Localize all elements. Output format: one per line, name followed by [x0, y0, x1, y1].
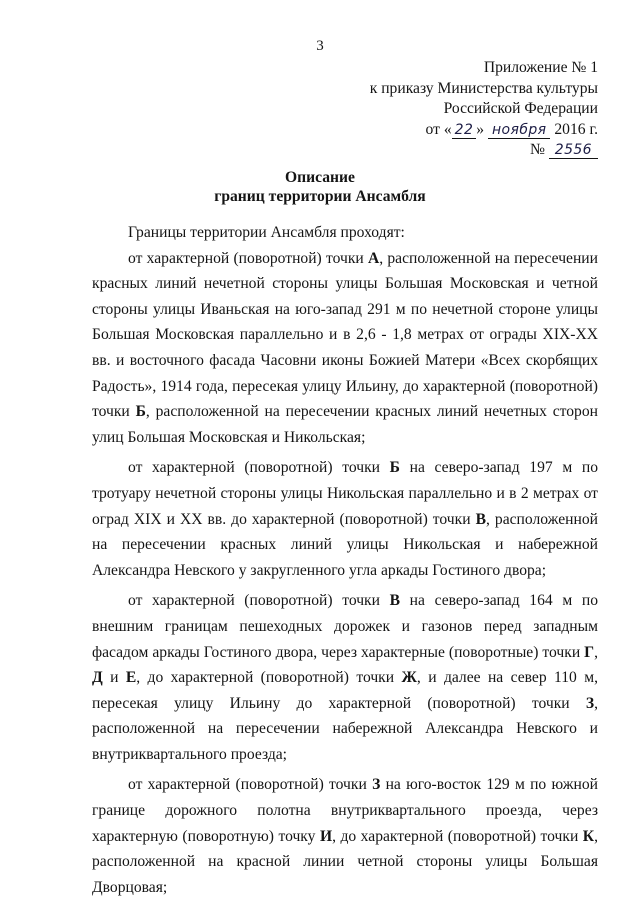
title-line-1: Описание: [285, 169, 355, 186]
text-run: , до характерной (поворотной) точки: [136, 669, 402, 687]
point-label-z: З: [372, 776, 381, 794]
annex-number-line: [370, 140, 598, 161]
text-run: от характерной (поворотной) точки: [128, 592, 390, 610]
text-run: , до характерной (поворотной) точки: [332, 827, 583, 845]
text-run: , расположенной на пересечении красных линий нечетной стороны улицы Большая Московская и четной стороны улицы Иваньская на юго-запад 291 м по нечетной стороне улицы Большая Московская параллельно и в 2,6 - 1,8 метрах от ограды XIX-XX вв. и восточного фасада Часовни иконы Божией Матери «Всех скорбящих Радость», 1914 года, пересекая улицу Ильину, до характерной (поворотной) точки: [92, 249, 598, 421]
text-run: на северо-запад 197 м по тротуару нечетной стороны улицы Никольская параллельно и в 2 метрах от оград XIX и XX вв. до характерной (поворотной) точки: [92, 459, 598, 528]
document-title: [0, 168, 640, 206]
date-prefix: от «: [425, 120, 452, 138]
point-label-g: Г: [584, 643, 595, 661]
number-handwritten: 2556: [549, 142, 598, 159]
annex-order-ref: к приказу Министерства культуры: [369, 79, 598, 97]
point-label-e: Е: [125, 669, 137, 687]
paragraph-point-z: [92, 772, 598, 900]
title-line-2: границ территории Ансамбля: [214, 188, 426, 205]
date-day-handwritten: 22: [452, 122, 477, 139]
paragraph-point-a: [92, 246, 598, 451]
text-run: , расположенной на пересечении красных линий улицы Никольская и набережной Александра Невского у закругленного угла аркады Гостиного двора;: [92, 510, 599, 579]
text-run: , расположенной на красной линии четной стороны улицы Большая Дворцовая;: [92, 827, 599, 896]
date-month-handwritten: ноября: [488, 122, 550, 139]
text-run: , расположенной на пересечении набережной Александра Невского и внутриквартального проезда;: [92, 694, 598, 763]
text-run: , и далее на север 110 м, пересекая улицу Ильину до характерной (поворотной) точки: [92, 669, 598, 712]
point-label-d: Д: [92, 669, 103, 687]
annex-header: [370, 58, 598, 161]
point-label-z: З: [585, 694, 595, 712]
document-body: [92, 220, 598, 905]
number-prefix: №: [529, 141, 545, 158]
point-label-k: К: [582, 827, 595, 845]
paragraph-point-b: [92, 455, 598, 583]
text-run: от характерной (поворотной) точки: [128, 249, 368, 267]
point-label-zh: Ж: [401, 669, 417, 687]
point-label-i: И: [319, 827, 333, 845]
text-run: от характерной (поворотной) точки: [128, 776, 373, 794]
point-label-b: Б: [135, 403, 146, 421]
text-run: на юго-восток 129 м по южной границе дорожного полотна внутриквартального проезда, через характерную (поворотную) точку: [92, 776, 598, 845]
page-number: 3: [316, 38, 324, 54]
text-run: от характерной (поворотной) точки: [128, 459, 390, 477]
point-label-b: Б: [389, 459, 400, 477]
annex-date-line: [370, 120, 598, 141]
annex-title: Приложение № 1: [483, 59, 598, 76]
text-run: на северо-запад 164 м по внешним границам пешеходных дорожек и газонов перед западным фасадом аркады Гостиного двора, через характерные (поворотные) точки: [92, 592, 598, 661]
annex-federation: Российской Федерации: [443, 100, 598, 117]
date-year: 2016 г.: [554, 120, 598, 138]
paragraph-intro: Границы территории Ансамбля проходят:: [128, 224, 405, 241]
paragraph-point-v: [92, 588, 598, 767]
point-label-a: А: [367, 249, 380, 267]
text-run: и: [102, 669, 126, 687]
point-label-v: В: [475, 510, 486, 528]
text-run: , расположенной на пересечении красных линий нечетных сторон улиц Большая Московская и Никольская;: [92, 403, 599, 446]
date-mid: »: [476, 120, 485, 138]
point-label-v: В: [389, 592, 401, 610]
text-run: ,: [594, 643, 598, 661]
